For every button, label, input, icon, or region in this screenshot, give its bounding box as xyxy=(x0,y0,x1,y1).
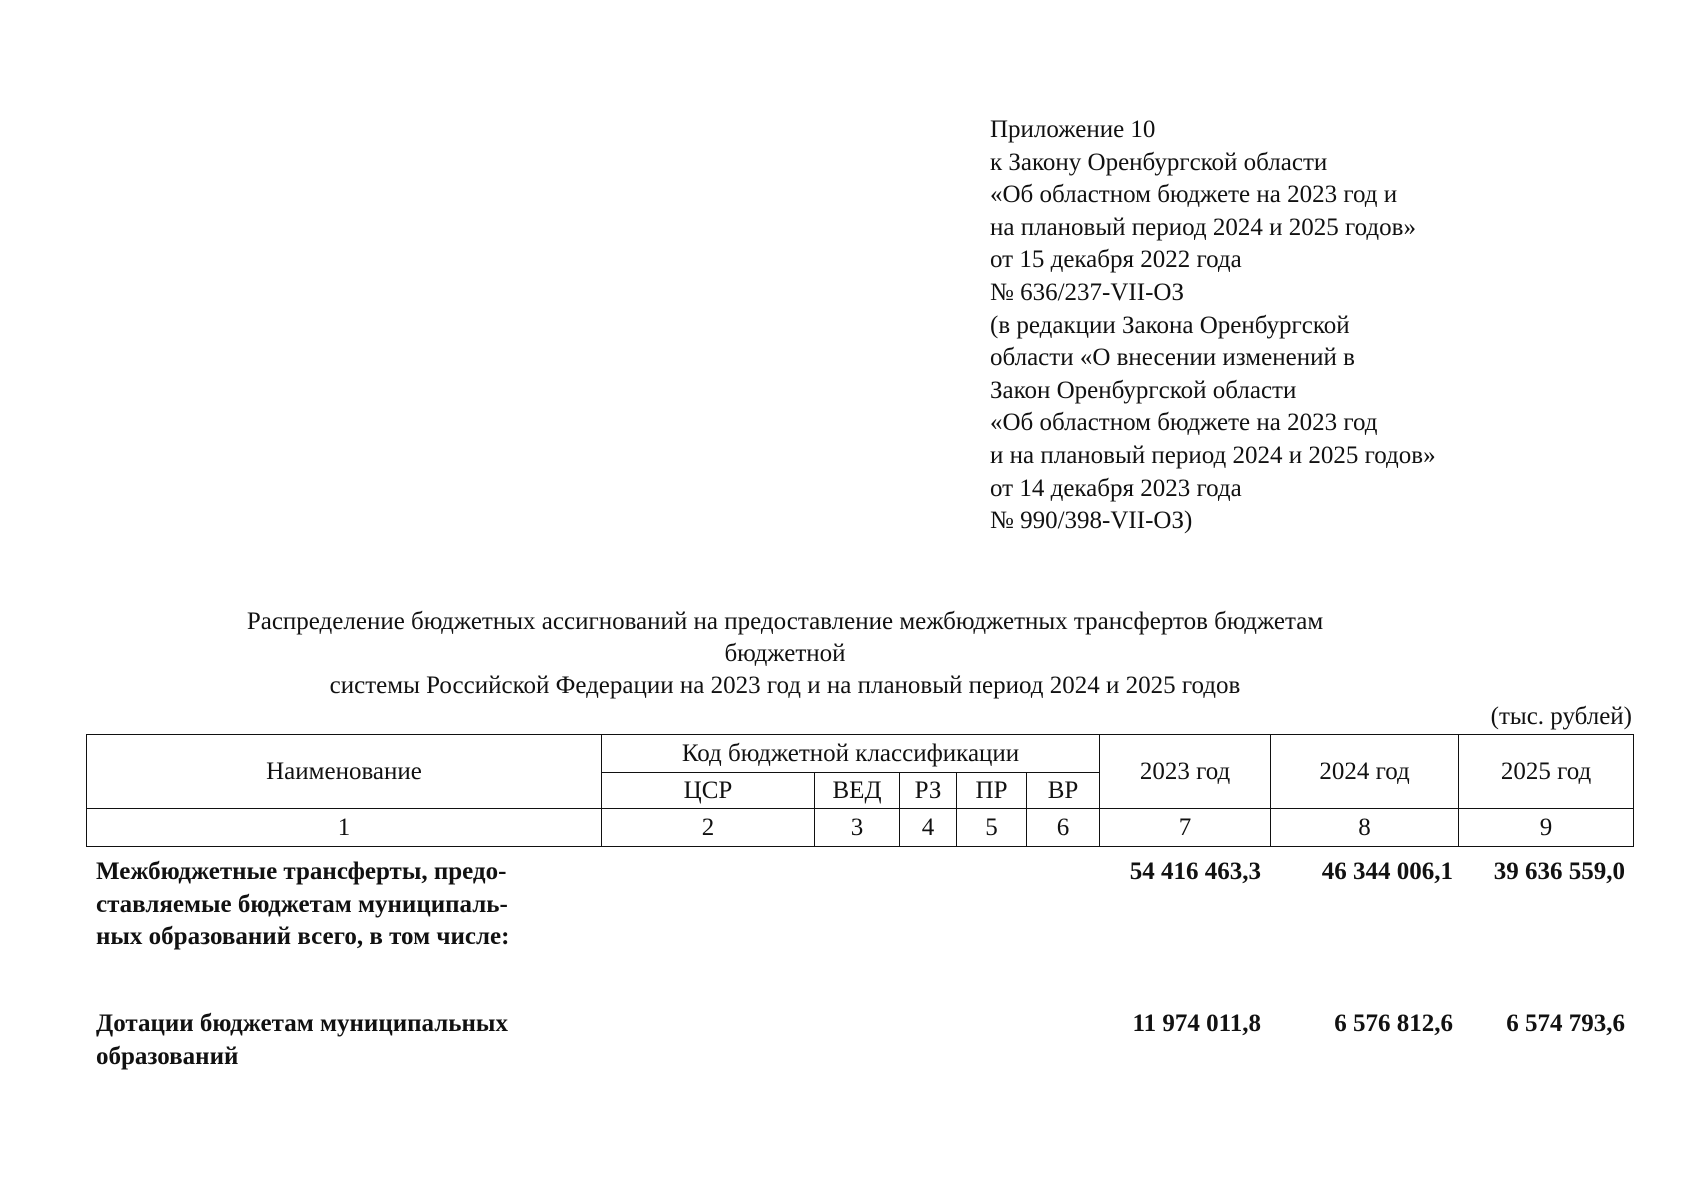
appendix-line: области «О внесении изменений в xyxy=(990,344,1355,372)
appendix-line: «Об областном бюджете на 2023 год и xyxy=(990,181,1398,209)
column-number: 1 xyxy=(87,809,602,847)
header-2024: 2024 год xyxy=(1271,735,1459,809)
row-name-line: ных образований всего, в том числе: xyxy=(96,923,510,950)
header-csr: ЦСР xyxy=(602,773,815,809)
header-vr: ВР xyxy=(1027,773,1100,809)
appendix-line: № 636/237-VII-ОЗ xyxy=(990,278,1184,306)
row-value-2023: 11 974 011,8 xyxy=(1132,1010,1261,1037)
row-name-line: Дотации бюджетам муниципальных xyxy=(96,1010,508,1037)
row-value-2024: 46 344 006,1 xyxy=(1321,858,1453,885)
row-name xyxy=(96,1008,616,1073)
appendix-line: от 15 декабря 2022 года xyxy=(990,246,1242,274)
row-value-2023: 54 416 463,3 xyxy=(1129,858,1261,885)
column-number: 9 xyxy=(1459,809,1634,847)
appendix-line: «Об областном бюджете на 2023 год xyxy=(990,409,1378,437)
column-number: 2 xyxy=(602,809,815,847)
title-line-1: Распределение бюджетных ассигнований на предоставление межбюджетных трансфертов бюджетам бюджетной xyxy=(246,608,1324,667)
appendix-line: № 990/398-VII-ОЗ) xyxy=(990,507,1193,535)
column-number: 6 xyxy=(1027,809,1100,847)
header-pr: ПР xyxy=(957,773,1027,809)
appendix-line: Закон Оренбургской области xyxy=(990,376,1297,404)
document-title xyxy=(190,606,1380,702)
header-2023: 2023 год xyxy=(1100,735,1271,809)
appendix-line: на плановый период 2024 и 2025 годов» xyxy=(990,213,1416,241)
column-number: 8 xyxy=(1271,809,1459,847)
column-number: 4 xyxy=(900,809,957,847)
appendix-line: и на плановый период 2024 и 2025 годов» xyxy=(990,441,1436,469)
header-name: Наименование xyxy=(87,735,602,809)
budget-table xyxy=(86,734,1634,847)
appendix-line: Приложение 10 xyxy=(990,116,1156,143)
column-number-row xyxy=(87,809,1634,847)
appendix-line: к Закону Оренбургской области xyxy=(990,148,1328,176)
column-number: 3 xyxy=(815,809,900,847)
header-rz: РЗ xyxy=(900,773,957,809)
row-value-2025: 39 636 559,0 xyxy=(1493,858,1625,885)
header-ved: ВЕД xyxy=(815,773,900,809)
column-number: 5 xyxy=(957,809,1027,847)
header-2025: 2025 год xyxy=(1459,735,1634,809)
title-line-2: системы Российской Федерации на 2023 год и на плановый период 2024 и 2025 годов xyxy=(329,672,1241,699)
row-name-line: образований xyxy=(96,1042,239,1070)
appendix-line: (в редакции Закона Оренбургской xyxy=(990,311,1350,339)
row-name-line: ставляемые бюджетам муниципаль- xyxy=(96,890,508,918)
row-value-2024: 6 576 812,6 xyxy=(1334,1010,1453,1037)
appendix-line: от 14 декабря 2023 года xyxy=(990,474,1242,502)
row-name xyxy=(96,856,616,954)
row-name-line: Межбюджетные трансферты, предо- xyxy=(96,858,507,885)
appendix-block xyxy=(990,114,1436,538)
column-number: 7 xyxy=(1100,809,1271,847)
row-value-2025: 6 574 793,6 xyxy=(1506,1010,1625,1037)
header-code-group: Код бюджетной классификации xyxy=(602,735,1100,773)
units-label: (тыс. рублей) xyxy=(1490,703,1632,730)
